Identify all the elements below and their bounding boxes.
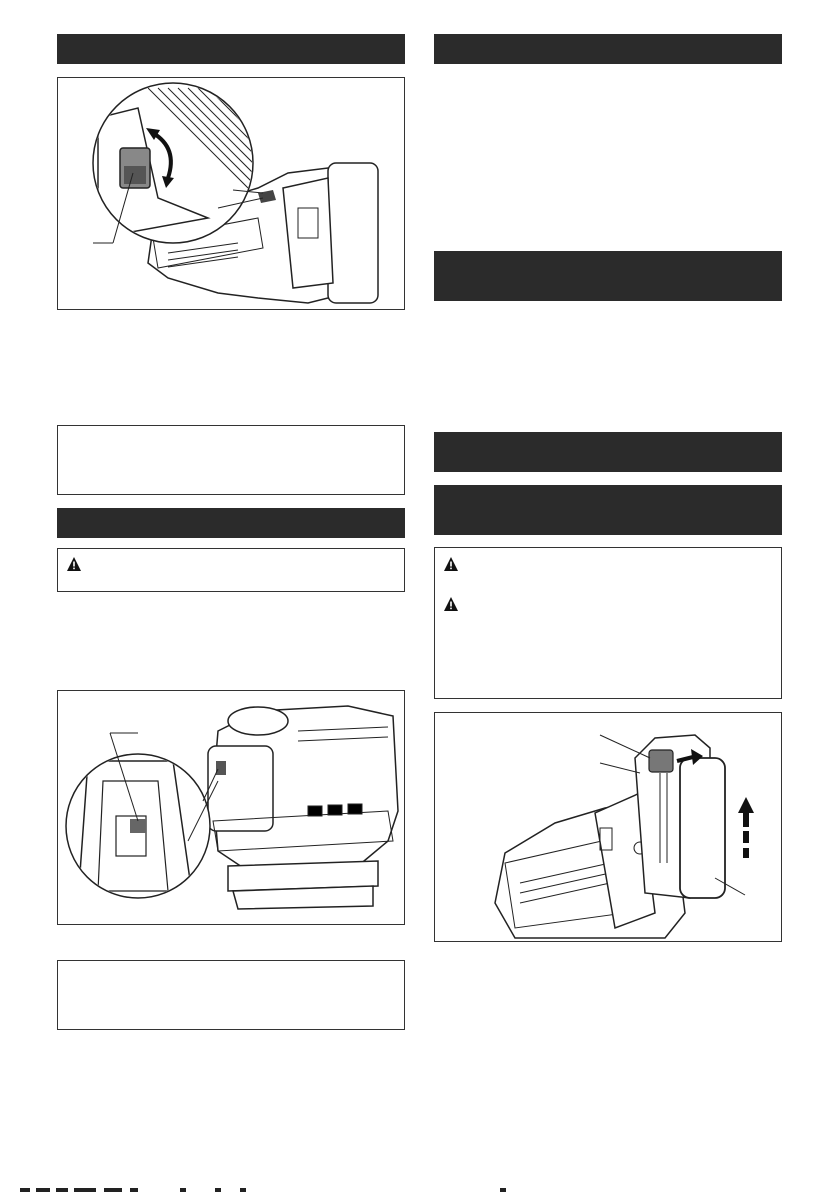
- figure-lock-button: [57, 690, 405, 925]
- figure-lamp-switch: [57, 77, 405, 310]
- right-section-header-3: [434, 432, 782, 472]
- right-section-header-1: [434, 34, 782, 64]
- caution-box-left: [57, 548, 405, 592]
- warning-triangle-icon: [443, 596, 459, 612]
- tool-illustration-battery: [435, 713, 782, 942]
- note-box-left-1: [57, 425, 405, 495]
- note-box-left-2: [57, 960, 405, 1030]
- cropped-footer-line: [0, 1184, 840, 1192]
- warning-box-right: [434, 547, 782, 699]
- right-section-header-4: [434, 485, 782, 535]
- left-section-header-2: [57, 508, 405, 538]
- warning-triangle-icon: [66, 556, 82, 572]
- tool-illustration-lock: [58, 691, 405, 925]
- tool-illustration-switch: [58, 78, 405, 310]
- figure-battery-removal: [434, 712, 782, 942]
- left-section-header-1: [57, 34, 405, 64]
- warning-triangle-icon: [443, 556, 459, 572]
- right-section-header-2: [434, 251, 782, 301]
